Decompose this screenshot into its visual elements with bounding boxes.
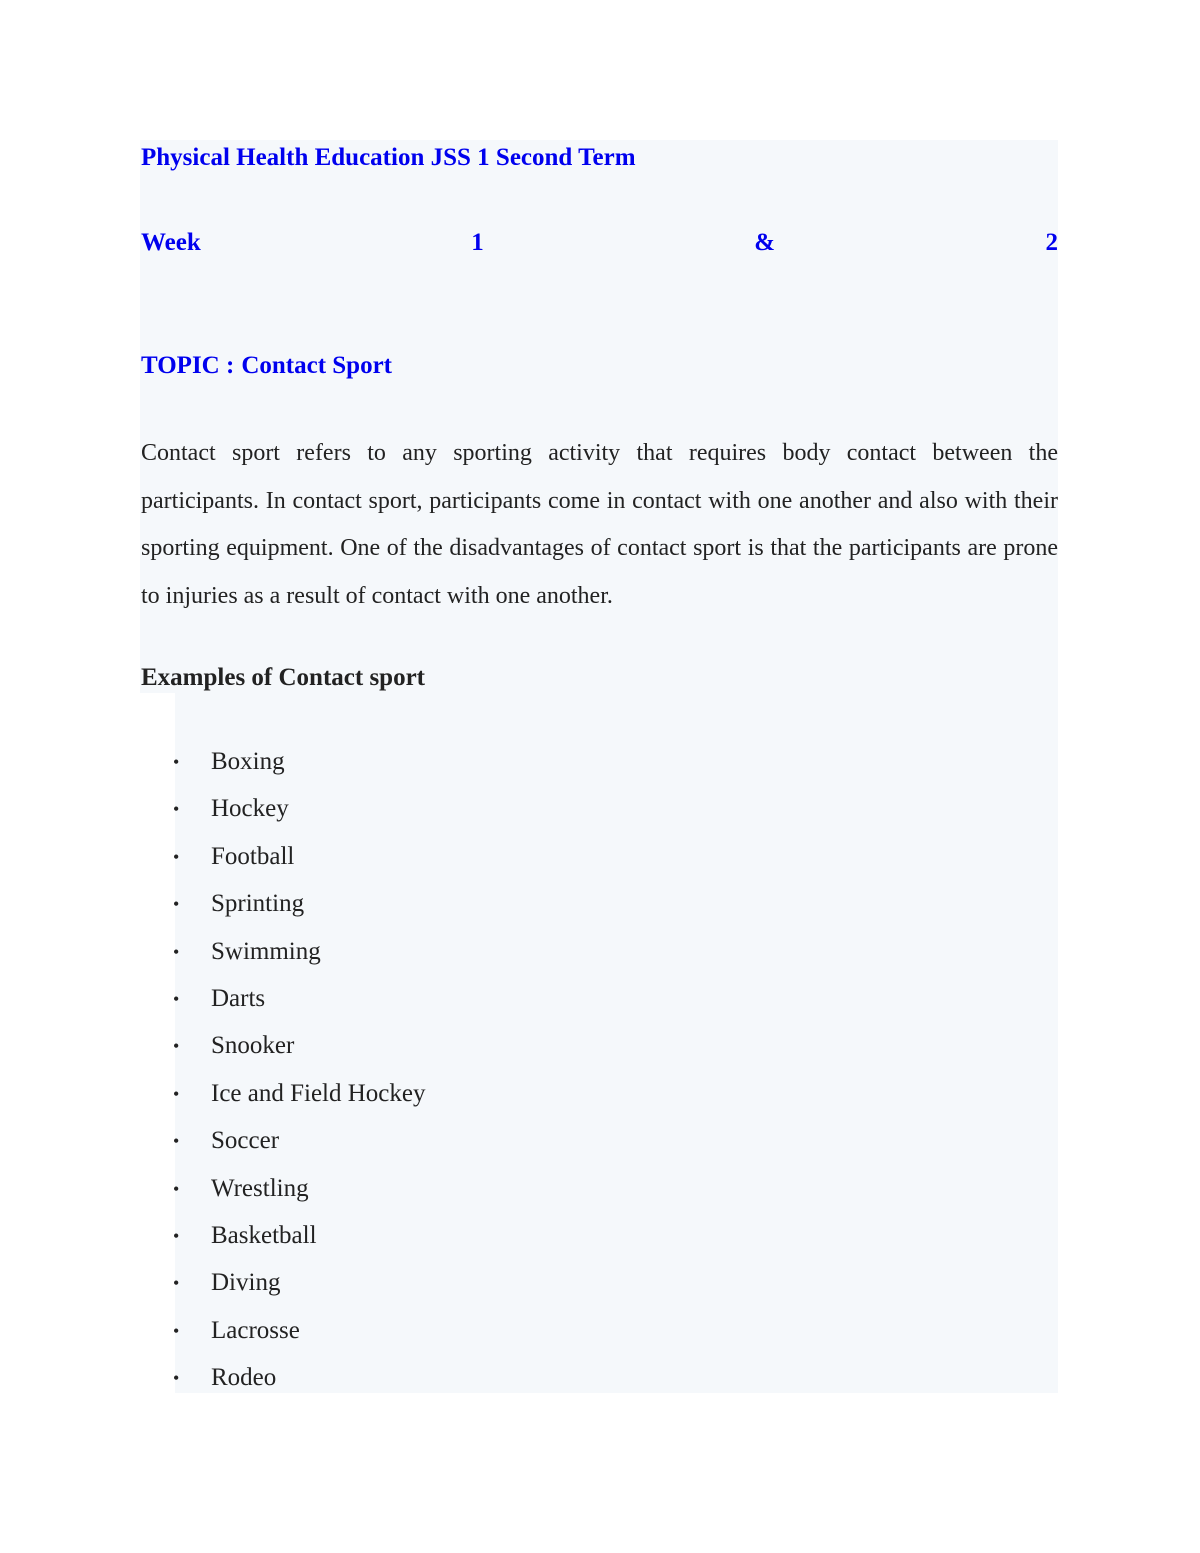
- list-item-label: Wrestling: [211, 1174, 309, 1202]
- bullet-icon: •: [173, 1131, 180, 1152]
- week-number-one: 1: [471, 229, 484, 256]
- bullet-icon: •: [173, 941, 180, 962]
- list-item-label: Swimming: [211, 937, 321, 965]
- bullet-icon: •: [173, 894, 180, 915]
- bullet-icon: •: [173, 1178, 180, 1199]
- list-item: [141, 1029, 426, 1076]
- week-number-two: 2: [1045, 229, 1058, 256]
- topic-heading: [141, 350, 392, 382]
- list-item: [141, 840, 426, 887]
- list-item: [141, 935, 426, 982]
- list-item-label: Snooker: [211, 1032, 295, 1060]
- examples-list: [141, 745, 426, 1408]
- list-item: [141, 1124, 426, 1171]
- bullet-icon: •: [173, 988, 180, 1009]
- list-item: [141, 1172, 426, 1219]
- list-item-label: Ice and Field Hockey: [211, 1079, 426, 1107]
- list-item: [141, 792, 426, 839]
- list-item-label: Boxing: [211, 748, 285, 775]
- bullet-icon: •: [173, 1368, 180, 1389]
- list-item: [141, 745, 426, 792]
- bullet-icon: •: [173, 799, 180, 820]
- bullet-icon: •: [173, 1320, 180, 1341]
- bullet-icon: •: [173, 1273, 180, 1294]
- list-item-label: Sprinting: [211, 890, 305, 918]
- list-item: [141, 1266, 426, 1313]
- topic-label: TOPIC :: [141, 352, 235, 379]
- week-line: [141, 227, 1058, 259]
- list-item-label: Soccer: [211, 1127, 280, 1155]
- bullet-icon: •: [173, 752, 180, 772]
- list-item-label: Football: [211, 842, 295, 870]
- topic-definition-paragraph: Contact sport refers to any sporting activity that requires body contact between the participants. In contact sport, participants come in contact with one another and also with their sporting equipment. One of the disadvantages of contact sport is that the participants are prone to injuries as a result of contact with one another.: [141, 440, 1058, 609]
- list-item: [141, 1077, 426, 1124]
- list-item: [141, 982, 426, 1029]
- bullet-icon: •: [173, 1225, 180, 1246]
- list-item-label: Hockey: [211, 795, 289, 823]
- list-item-label: Lacrosse: [211, 1316, 300, 1344]
- list-item: [141, 1361, 426, 1408]
- topic-value: Contact Sport: [241, 352, 392, 379]
- list-item-label: Rodeo: [211, 1364, 277, 1392]
- list-item: [141, 1219, 426, 1266]
- list-item-label: Darts: [211, 984, 266, 1012]
- examples-heading: Examples of Contact sport: [141, 664, 426, 691]
- week-label: Week: [141, 229, 201, 256]
- list-item: [141, 1314, 426, 1361]
- week-ampersand: &: [754, 229, 776, 256]
- list-item: [141, 887, 426, 934]
- bullet-icon: •: [173, 846, 180, 867]
- bullet-icon: •: [173, 1036, 180, 1057]
- document-title: Physical Health Education JSS 1 Second Term: [141, 144, 636, 171]
- bullet-icon: •: [173, 1083, 180, 1104]
- list-item-label: Basketball: [211, 1221, 317, 1249]
- list-item-label: Diving: [211, 1269, 281, 1297]
